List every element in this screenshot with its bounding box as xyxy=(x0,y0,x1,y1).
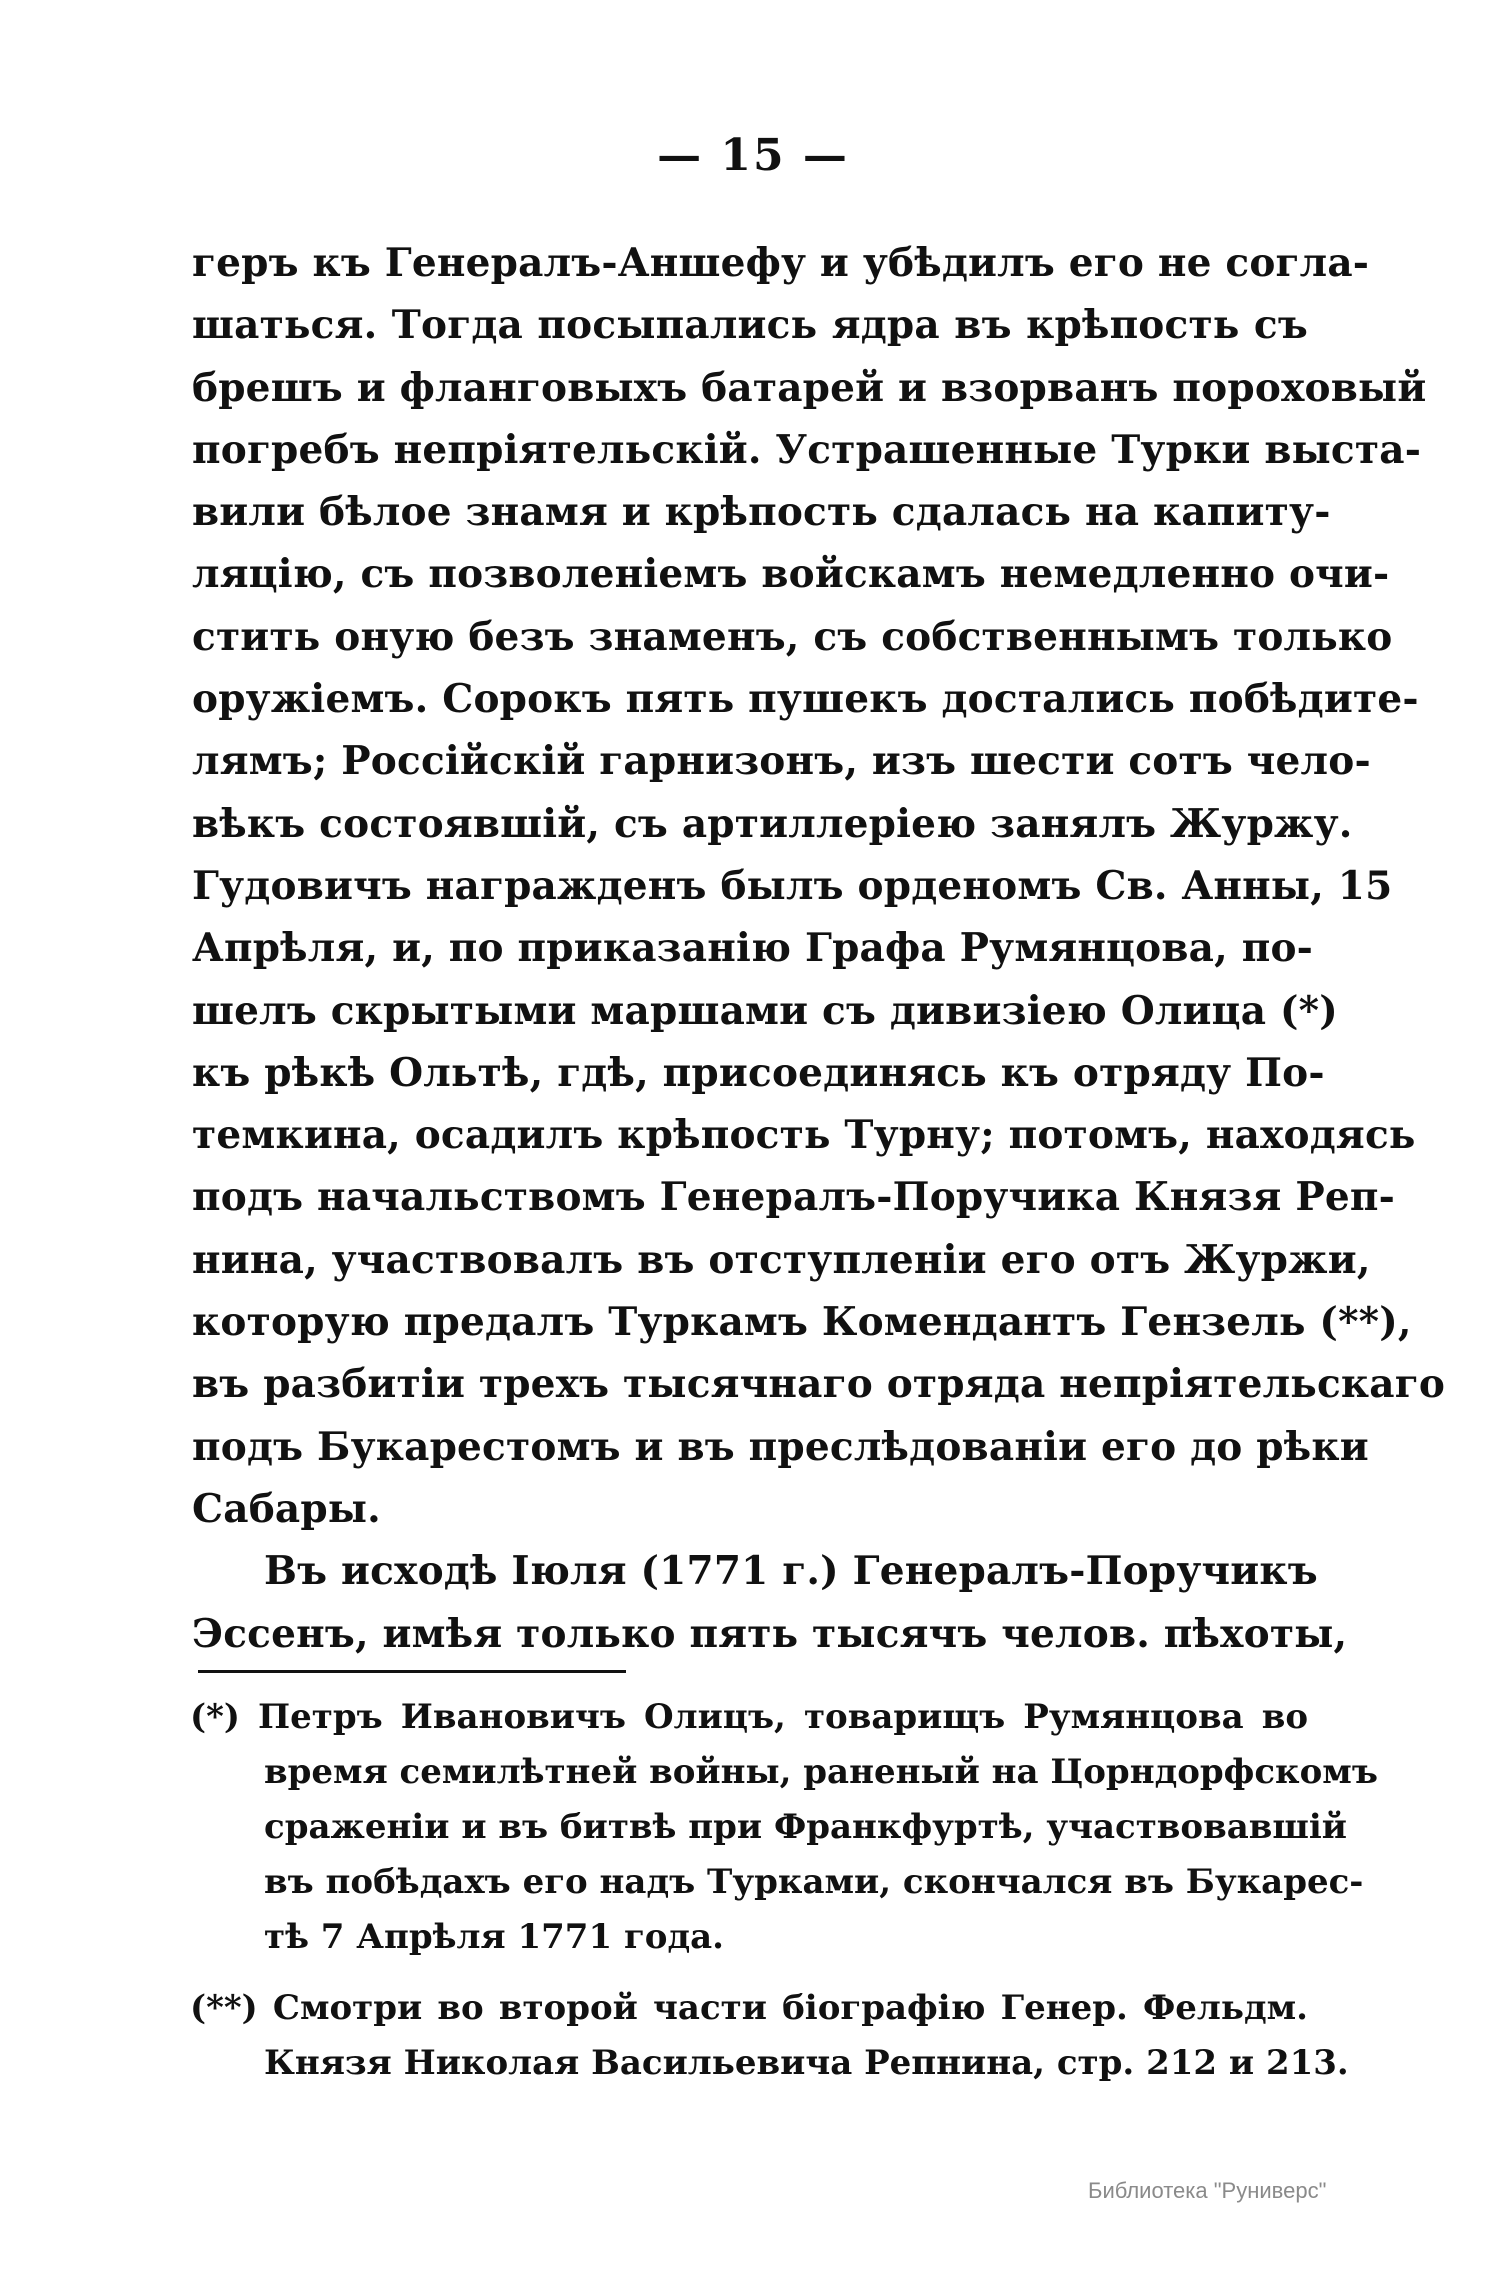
text-line: Эссенъ, имѣя только пять тысячъ челов. пѣхоты, xyxy=(192,1610,1348,1657)
text-line: которую предалъ Туркамъ Комендантъ Гензель (**), xyxy=(192,1299,1412,1346)
text-line: лямъ; Россійскій гарнизонъ, изъ шести сотъ чело- xyxy=(192,738,1371,785)
text-line: стить оную безъ знаменъ, съ собственнымъ только xyxy=(192,613,1393,660)
text-line: оружіемъ. Сорокъ пять пушекъ достались побѣдите- xyxy=(192,676,1419,723)
text-line: шелъ скрытыми маршами съ дивизіею Олица (*) xyxy=(192,987,1338,1034)
footnote-line: въ побѣдахъ его надъ Турками, скончался въ Букарес- xyxy=(264,1862,1364,1902)
text-line: вили бѣлое знамя и крѣпость сдалась на капиту- xyxy=(192,489,1331,536)
paragraph-start-line: Въ исходѣ Іюля (1771 г.) Генералъ-Поручикъ xyxy=(264,1548,1318,1595)
footnote-line: Князя Николая Васильевича Репнина, стр. 212 и 213. xyxy=(264,2043,1349,2083)
text-line: нина, участвовалъ въ отступленіи его отъ Журжи, xyxy=(192,1236,1371,1283)
text-line: подъ начальствомъ Генералъ-Поручика Князя Реп- xyxy=(192,1174,1396,1221)
footnote-line: тѣ 7 Апрѣля 1771 года. xyxy=(264,1917,724,1957)
footnote-2 xyxy=(190,1981,1349,2091)
text-line: ляцію, съ позволеніемъ войскамъ немедленно очи- xyxy=(192,551,1390,598)
library-watermark: Библиотека "Руниверс" xyxy=(1088,2178,1327,2203)
text-line: погребъ непріятельскій. Устрашенные Турки выста- xyxy=(192,426,1422,473)
text-line: геръ къ Генералъ-Аншефу и убѣдилъ его не согла- xyxy=(192,240,1370,286)
text-line: Гудовичъ награжденъ былъ орденомъ Св. Анны, 15 xyxy=(192,862,1393,909)
text-line: шаться. Тогда посыпались ядра въ крѣпость съ xyxy=(192,302,1308,349)
footnotes xyxy=(190,1690,1378,2091)
text-line: къ рѣкѣ Ольтѣ, гдѣ, присоединясь къ отряду По- xyxy=(192,1049,1325,1096)
text-line: въ разбитіи трехъ тысячнаго отряда непріятельскаго xyxy=(192,1361,1446,1408)
text-line: Апрѣля, и, по приказанію Графа Румянцова, по- xyxy=(192,925,1314,972)
text-line: Сабары. xyxy=(192,1485,381,1532)
main-text xyxy=(192,232,1446,1665)
footnote-line: время семилѣтней войны, раненый на Цорндорфскомъ xyxy=(264,1752,1378,1792)
page-number: — 15 — xyxy=(657,130,849,181)
footnote-line: (*) Петръ Ивановичъ Олицъ, товарищъ Румянцова во xyxy=(190,1697,1308,1737)
footnote-line: сраженіи и въ битвѣ при Франкфуртѣ, участвовавшій xyxy=(264,1807,1348,1847)
footnote-line: (**) Смотри во второй части біографію Генер. Фельдм. xyxy=(190,1988,1308,2028)
text-line: темкина, осадилъ крѣпость Турну; потомъ, находясь xyxy=(192,1112,1416,1159)
text-line: брешъ и флангoвыхъ батарей и взорванъ пороховый xyxy=(192,364,1427,411)
text-line: подъ Букарестомъ и въ преслѣдованіи его до рѣки xyxy=(192,1423,1369,1470)
text-line: вѣкъ состоявшій, съ артиллеріею занялъ Журжу. xyxy=(192,800,1353,847)
footnote-1 xyxy=(190,1690,1378,1965)
footnote-divider xyxy=(198,1670,626,1673)
